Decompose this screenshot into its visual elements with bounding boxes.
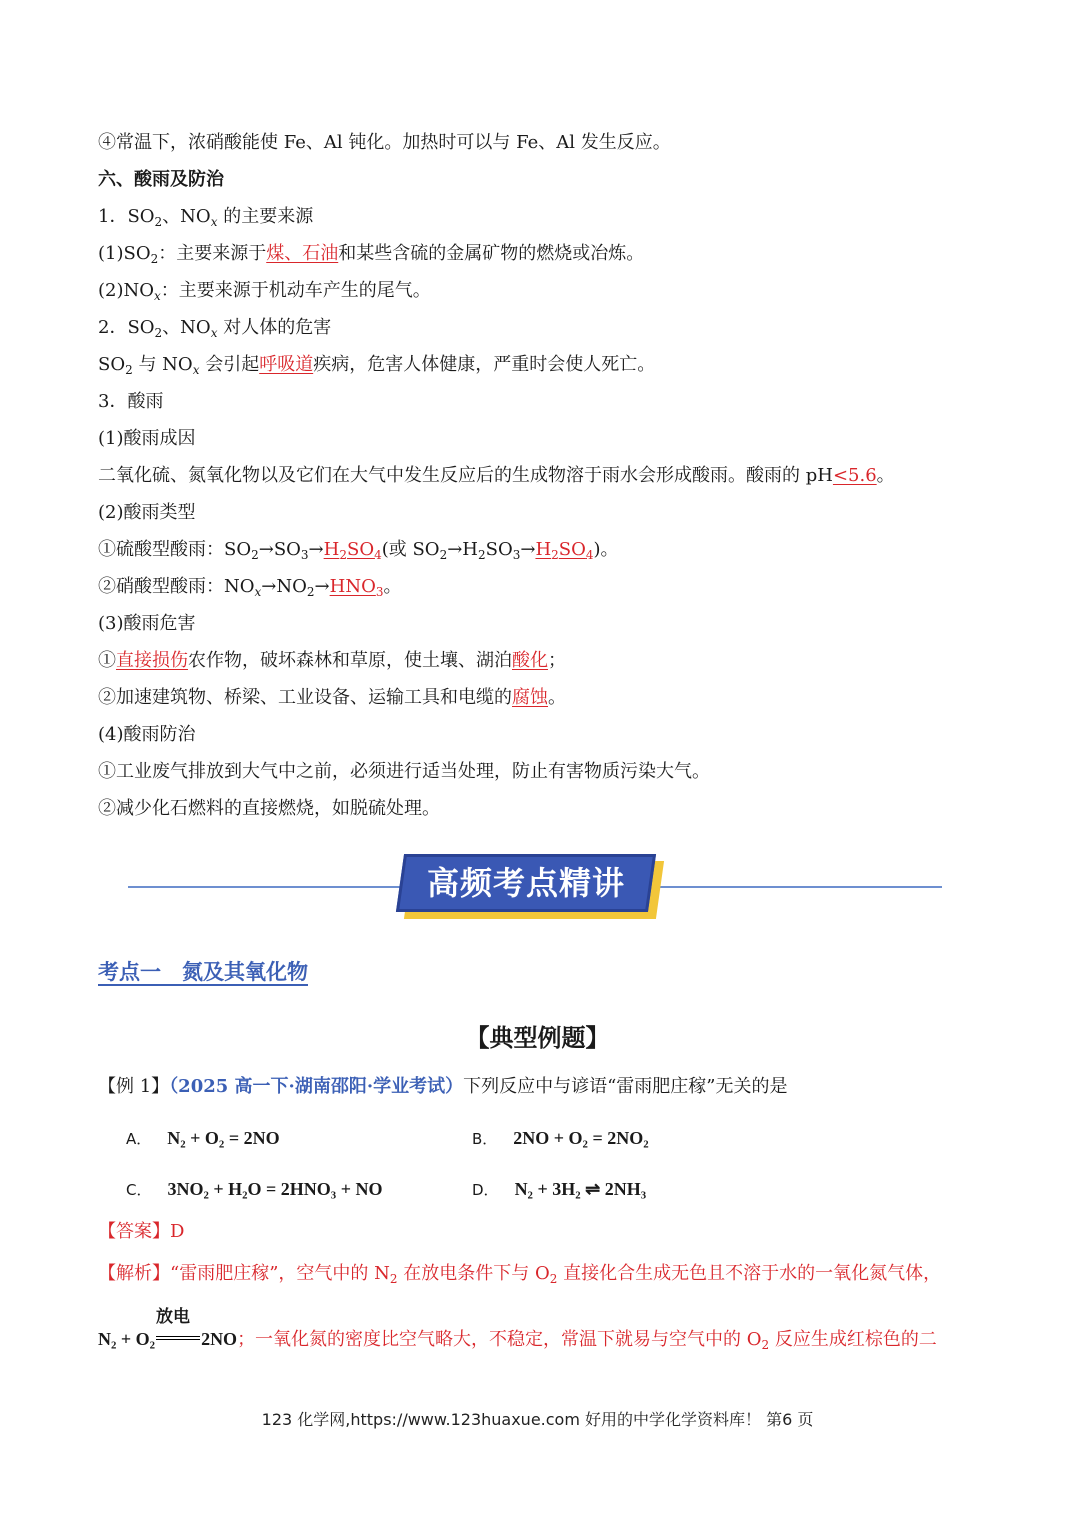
line-cause-heading: (1)酸雨成因	[98, 428, 196, 449]
analysis-line-1: 【解析】“雷雨肥庄稼”，空气中的 $N_2$ 在放电条件下与 $O_2$ 直接化合生成无色且不溶于水的一氧化氮气体，	[98, 1263, 942, 1286]
answer-blank: 煤、石油	[266, 243, 339, 264]
answer-blank: 酸化	[512, 650, 548, 671]
example-section-title: 【典型例题】	[465, 1023, 610, 1052]
example-question-text: 下列反应中与谚语“雷雨肥庄稼”无关的是	[463, 1076, 788, 1097]
line-nitric-type: ②硝酸型酸雨：$NO_x\to NO_2\to HNO_3$。	[98, 576, 402, 599]
option-b: B． 2NO + O₂ = 2NO₂	[472, 1128, 649, 1148]
answer-blank: $H_2SO_4$	[535, 539, 594, 562]
line-harm-detail: $SO_2$ 与 $NO_x$ 会引起呼吸道疾病，危害人体健康，严重时会使人死亡。	[98, 354, 656, 377]
line-prevention-2: ②减少化石燃料的直接燃烧，如脱硫处理。	[98, 798, 440, 819]
line-prevention-1: ①工业废气排放到大气中之前，必须进行适当处理，防止有害物质污染大气。	[98, 761, 710, 782]
line-type-heading: (2)酸雨类型	[98, 502, 196, 523]
line-so2-source: $(1)SO_2$：主要来源于煤、石油和某些含硫的金属矿物的燃烧或冶炼。	[98, 243, 645, 266]
example-question	[98, 1074, 788, 1100]
banner-rule-right	[660, 886, 942, 888]
section-banner	[400, 854, 662, 918]
line-damage-heading: (3)酸雨危害	[98, 613, 196, 634]
answer-blank: 直接损伤	[116, 650, 188, 671]
section-heading-acid-rain: 六、酸雨及防治	[98, 169, 224, 190]
answer-line: 【答案】D	[98, 1221, 185, 1242]
option-c: C． 3NO₂ + H₂O = 2HNO₃ + NO	[126, 1179, 383, 1199]
banner-rule-left	[128, 886, 408, 888]
option-a: A． N₂ + O₂ = 2NO	[126, 1128, 280, 1148]
discharge-equation: N₂ + O₂ 放电 2NO	[98, 1307, 238, 1349]
line-damage-1: ①直接损伤农作物，破坏森林和草原，使土壤、湖泊酸化；	[98, 650, 566, 671]
example-source: （2025 高一下·湖南邵阳·学业考试）	[169, 1076, 464, 1097]
page-footer: 123 化学网,https://www.123huaxue.com 好用的中学化学资料库！ 第6 页	[261, 1410, 814, 1429]
option-d: D． N₂ + 3H₂ ⇌ 2NH₃	[472, 1179, 647, 1199]
banner-title: 高频考点精讲	[426, 864, 625, 902]
answer-blank: $H_2SO_4$	[323, 539, 382, 562]
answer-blank: <5.6	[832, 465, 877, 486]
line-sources-heading: 1．$SO_2$、$NO_x$ 的主要来源	[98, 206, 314, 229]
line-cause-detail: 二氧化硫、氮氧化物以及它们在大气中发生反应后的生成物溶于雨水会形成酸雨。酸雨的 pH<5.6。	[98, 465, 895, 486]
analysis-line-2: N₂ + O₂ 放电 2NO；一氧化氮的密度比空气略大，不稳定，常温下就易与空气中的 $O_2$ 反应生成红棕色的二	[98, 1307, 937, 1352]
line-prevention-heading: (4)酸雨防治	[98, 724, 196, 745]
line-damage-2: ②加速建筑物、桥梁、工业设备、运输工具和电缆的腐蚀。	[98, 687, 566, 708]
answer-blank: 腐蚀	[512, 687, 548, 708]
line-acid-rain-heading: 3．酸雨	[98, 391, 164, 412]
example-label: 【例 1】	[98, 1076, 170, 1097]
line-sulfuric-type: ①硫酸型酸雨：$SO_2\to SO_3\to H_2SO_4$(或 $SO_2\to H_2SO_3\to H_2SO_4$)。	[98, 539, 619, 562]
answer-blank: $HNO_3$	[329, 576, 384, 599]
line-nox-source: $(2)NO_x$：主要来源于机动车产生的尾气。	[98, 280, 431, 303]
answer-blank: 呼吸道	[259, 354, 314, 375]
line-harm-heading: 2．$SO_2$、$NO_x$ 对人体的危害	[98, 317, 332, 340]
topic-title: 考点一 氮及其氧化物	[98, 959, 308, 984]
line-passivation: ④常温下，浓硝酸能使 Fe、Al 钝化。加热时可以与 Fe、Al 发生反应。	[98, 132, 671, 153]
